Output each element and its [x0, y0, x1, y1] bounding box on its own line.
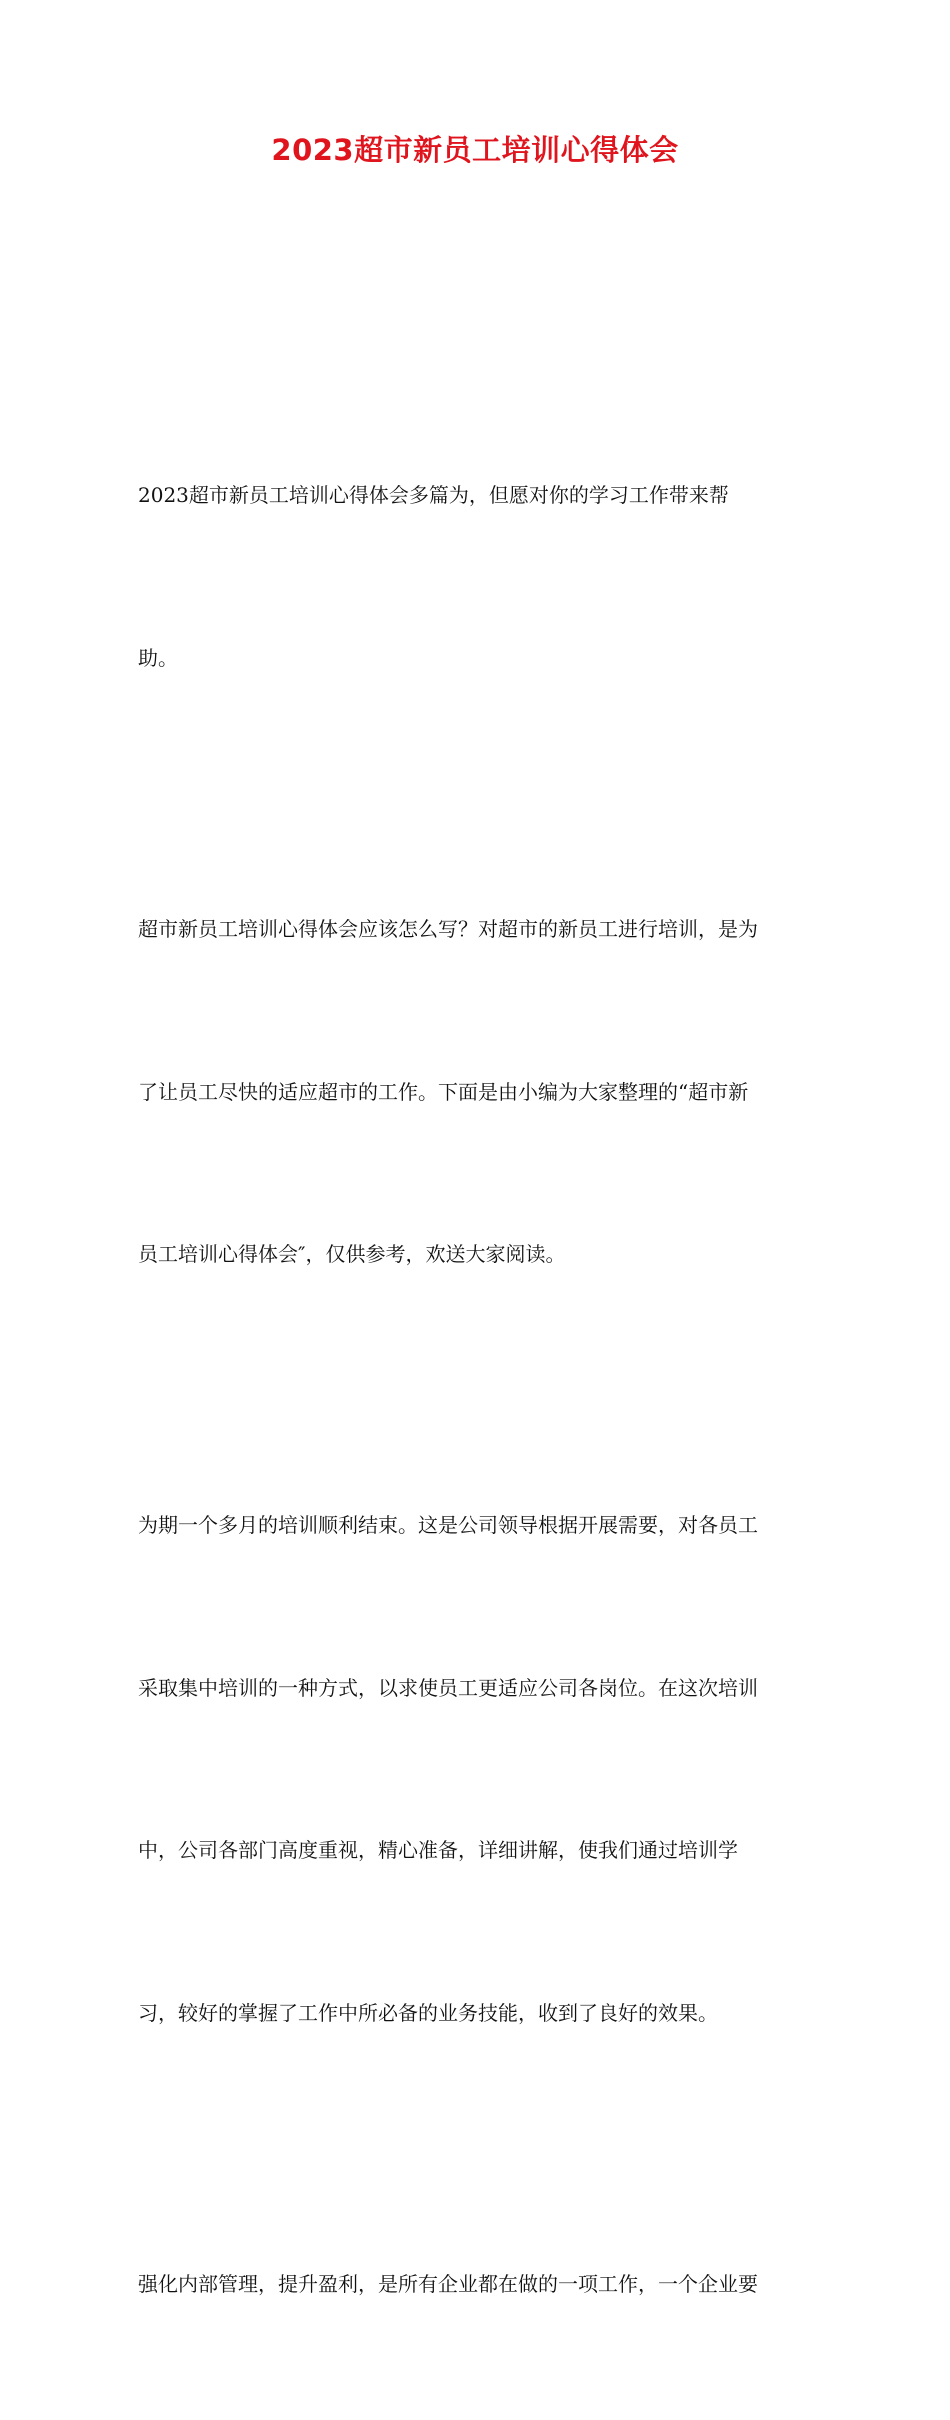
paragraph-line: 强化内部管理，提升盈利，是所有企业都在做的一项工作，一个企业要	[138, 2272, 758, 2297]
paragraph-line: 中，公司各部门高度重视，精心准备，详细讲解，使我们通过培训学	[138, 1838, 738, 1863]
paragraph-line: 2023超市新员工培训心得体会多篇为，但愿对你的学习工作带来帮	[138, 483, 729, 508]
document-title: 2023超市新员工培训心得体会	[271, 133, 679, 167]
paragraph-line: 习，较好的掌握了工作中所必备的业务技能，收到了良好的效果。	[138, 2001, 718, 2026]
paragraph-line: 员工培训心得体会″，仅供参考，欢送大家阅读。	[138, 1242, 566, 1267]
paragraph-2	[138, 794, 820, 1390]
paragraph-line: 了让员工尽快的适应超市的工作。下面是由小编为大家整理的“超市新	[138, 1079, 749, 1104]
paragraph-line: 助。	[138, 646, 178, 671]
paragraph-line: 采取集中培训的一种方式，以求使员工更适应公司各岗位。在这次培训	[138, 1675, 758, 1700]
paragraph-line: 为期一个多月的培训顺利结束。这是公司领导根据开展需要，对各员工	[138, 1513, 758, 1538]
paragraph-3	[138, 1390, 820, 2149]
document-body	[138, 360, 820, 2420]
paragraph-4	[138, 2149, 820, 2420]
paragraph-1	[138, 360, 820, 794]
paragraph-line: 超市新员工培训心得体会应该怎么写？对超市的新员工进行培训，是为	[138, 917, 758, 942]
